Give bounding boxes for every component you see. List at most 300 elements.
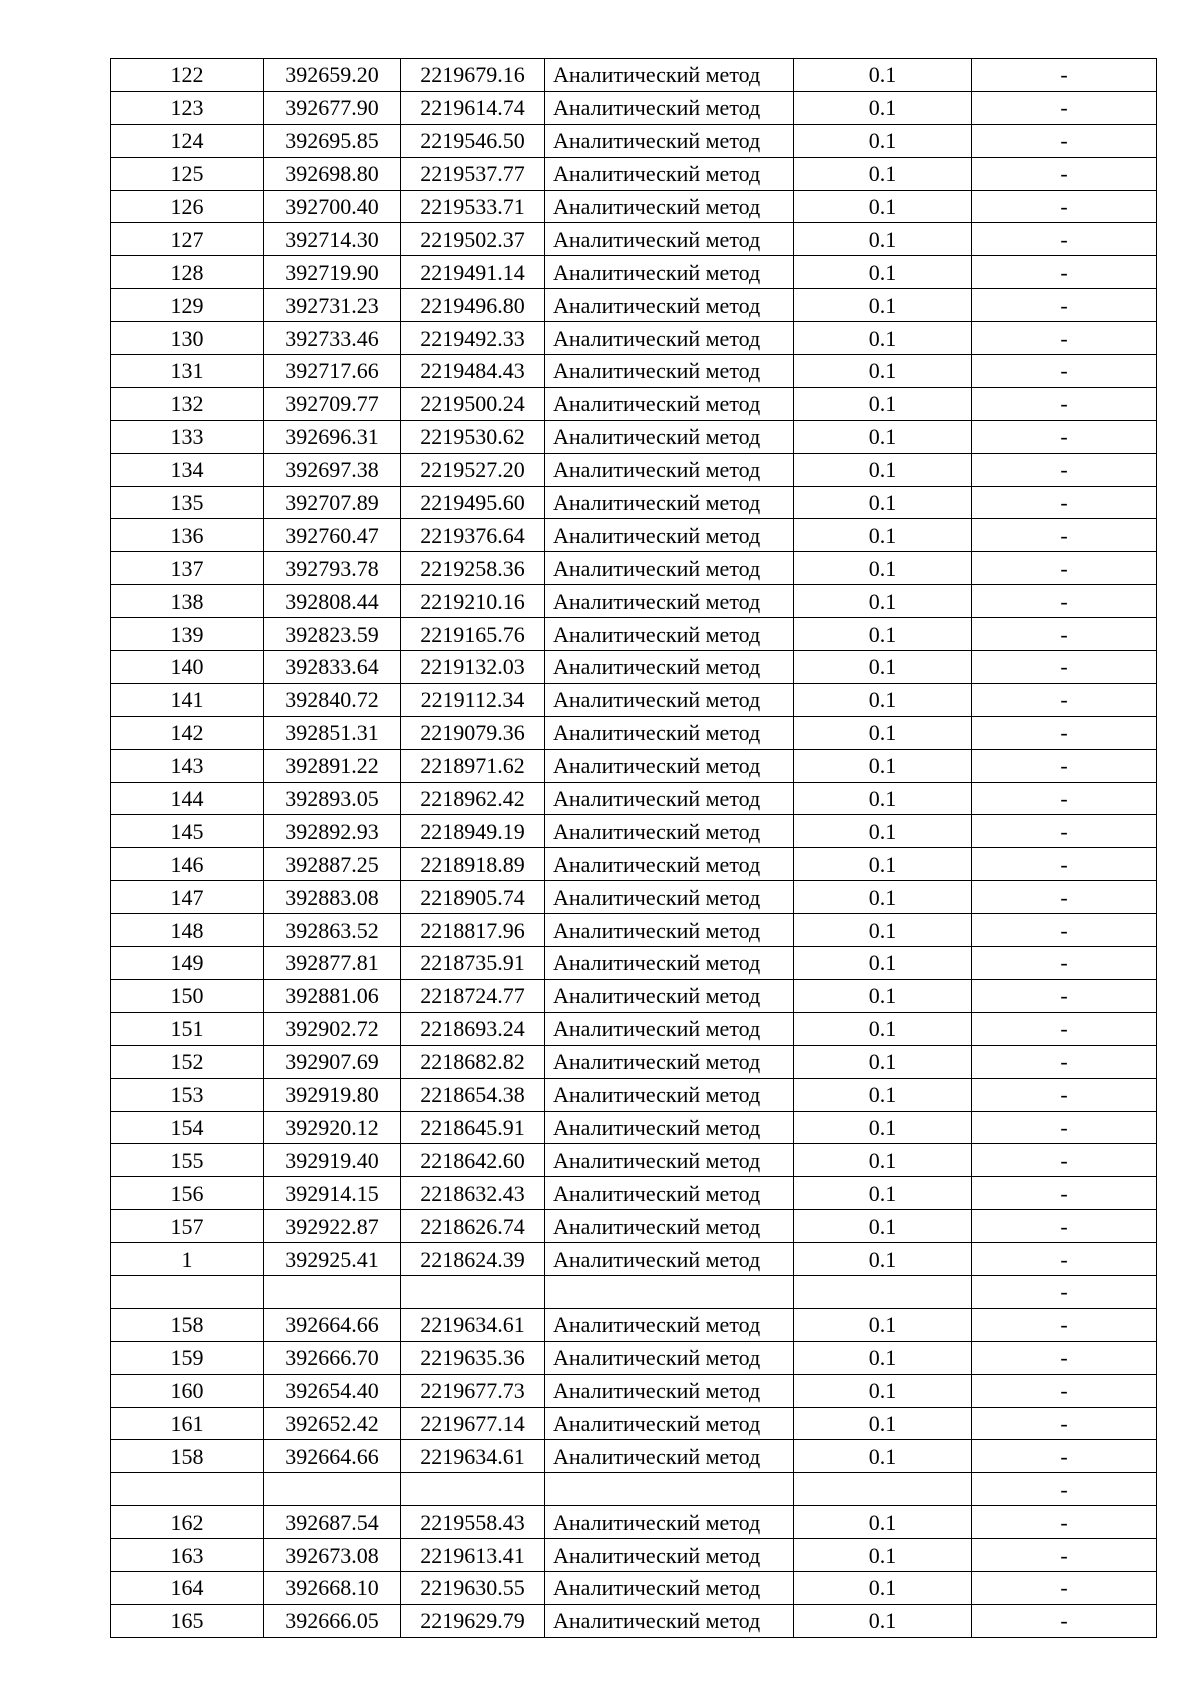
point-number-cell: 142 — [111, 716, 264, 749]
point-number-cell: 139 — [111, 618, 264, 651]
y-coordinate-cell: 2219132.03 — [401, 651, 545, 684]
note-cell: - — [972, 91, 1157, 124]
accuracy-cell: 0.1 — [794, 1407, 972, 1440]
accuracy-cell: 0.1 — [794, 1045, 972, 1078]
y-coordinate-cell: 2218624.39 — [401, 1243, 545, 1276]
accuracy-cell: 0.1 — [794, 552, 972, 585]
table-row — [111, 552, 1157, 585]
y-coordinate-cell: 2219613.41 — [401, 1539, 545, 1572]
method-cell: Аналитический метод — [545, 256, 794, 289]
point-number-cell: 138 — [111, 585, 264, 618]
table-row — [111, 1144, 1157, 1177]
method-cell: Аналитический метод — [545, 91, 794, 124]
method-cell: Аналитический метод — [545, 1440, 794, 1473]
y-coordinate-cell: 2219533.71 — [401, 190, 545, 223]
method-cell: Аналитический метод — [545, 1144, 794, 1177]
point-number-cell: 160 — [111, 1374, 264, 1407]
table-row — [111, 124, 1157, 157]
accuracy-cell: 0.1 — [794, 1210, 972, 1243]
method-cell: Аналитический метод — [545, 651, 794, 684]
method-cell: Аналитический метод — [545, 59, 794, 92]
note-cell: - — [972, 124, 1157, 157]
note-cell: - — [972, 1045, 1157, 1078]
table-row — [111, 190, 1157, 223]
accuracy-cell: 0.1 — [794, 256, 972, 289]
note-cell: - — [972, 1374, 1157, 1407]
note-cell: - — [972, 782, 1157, 815]
method-cell: Аналитический метод — [545, 1045, 794, 1078]
method-cell: Аналитический метод — [545, 1308, 794, 1341]
table-row — [111, 1571, 1157, 1604]
y-coordinate-cell: 2219614.74 — [401, 91, 545, 124]
accuracy-cell: 0.1 — [794, 749, 972, 782]
point-number-cell: 162 — [111, 1506, 264, 1539]
note-cell: - — [972, 947, 1157, 980]
accuracy-cell: 0.1 — [794, 1111, 972, 1144]
x-coordinate-cell: 392922.87 — [264, 1210, 401, 1243]
x-coordinate-cell: 392666.70 — [264, 1341, 401, 1374]
point-number-cell: 140 — [111, 651, 264, 684]
method-cell: Аналитический метод — [545, 1177, 794, 1210]
table-row — [111, 848, 1157, 881]
note-cell: - — [972, 1571, 1157, 1604]
table-row — [111, 1506, 1157, 1539]
note-cell: - — [972, 914, 1157, 947]
table-row — [111, 355, 1157, 388]
table-body — [111, 59, 1157, 1638]
accuracy-cell: 0.1 — [794, 91, 972, 124]
y-coordinate-cell: 2219630.55 — [401, 1571, 545, 1604]
y-coordinate-cell: 2218735.91 — [401, 947, 545, 980]
point-number-cell: 127 — [111, 223, 264, 256]
x-coordinate-cell: 392877.81 — [264, 947, 401, 980]
note-cell: - — [972, 716, 1157, 749]
accuracy-cell: 0.1 — [794, 683, 972, 716]
x-coordinate-cell: 392887.25 — [264, 848, 401, 881]
table-row — [111, 651, 1157, 684]
point-number-cell: 156 — [111, 1177, 264, 1210]
note-cell: - — [972, 1473, 1157, 1506]
table-row — [111, 914, 1157, 947]
accuracy-cell: 0.1 — [794, 947, 972, 980]
accuracy-cell: 0.1 — [794, 420, 972, 453]
x-coordinate-cell: 392687.54 — [264, 1506, 401, 1539]
y-coordinate-cell: 2218949.19 — [401, 815, 545, 848]
point-number-cell: 158 — [111, 1308, 264, 1341]
y-coordinate-cell: 2218918.89 — [401, 848, 545, 881]
accuracy-cell: 0.1 — [794, 1604, 972, 1637]
y-coordinate-cell: 2218971.62 — [401, 749, 545, 782]
table-row — [111, 815, 1157, 848]
y-coordinate-cell: 2218645.91 — [401, 1111, 545, 1144]
point-number-cell — [111, 1473, 264, 1506]
table-row — [111, 1177, 1157, 1210]
accuracy-cell: 0.1 — [794, 651, 972, 684]
x-coordinate-cell: 392677.90 — [264, 91, 401, 124]
table-row — [111, 387, 1157, 420]
y-coordinate-cell: 2218632.43 — [401, 1177, 545, 1210]
method-cell: Аналитический метод — [545, 1374, 794, 1407]
point-number-cell: 123 — [111, 91, 264, 124]
x-coordinate-cell: 392883.08 — [264, 881, 401, 914]
note-cell: - — [972, 1308, 1157, 1341]
accuracy-cell: 0.1 — [794, 716, 972, 749]
y-coordinate-cell: 2219496.80 — [401, 289, 545, 322]
x-coordinate-cell: 392919.80 — [264, 1078, 401, 1111]
note-cell: - — [972, 1210, 1157, 1243]
table-row — [111, 519, 1157, 552]
method-cell: Аналитический метод — [545, 618, 794, 651]
table-row — [111, 749, 1157, 782]
note-cell: - — [972, 651, 1157, 684]
x-coordinate-cell: 392664.66 — [264, 1308, 401, 1341]
x-coordinate-cell: 392823.59 — [264, 618, 401, 651]
table-row — [111, 1045, 1157, 1078]
accuracy-cell: 0.1 — [794, 1440, 972, 1473]
x-coordinate-cell — [264, 1275, 401, 1308]
accuracy-cell: 0.1 — [794, 1144, 972, 1177]
x-coordinate-cell: 392808.44 — [264, 585, 401, 618]
note-cell: - — [972, 223, 1157, 256]
accuracy-cell: 0.1 — [794, 585, 972, 618]
point-number-cell: 143 — [111, 749, 264, 782]
note-cell: - — [972, 1177, 1157, 1210]
x-coordinate-cell: 392698.80 — [264, 157, 401, 190]
point-number-cell: 122 — [111, 59, 264, 92]
method-cell: Аналитический метод — [545, 322, 794, 355]
y-coordinate-cell: 2219679.16 — [401, 59, 545, 92]
point-number-cell: 128 — [111, 256, 264, 289]
x-coordinate-cell: 392664.66 — [264, 1440, 401, 1473]
x-coordinate-cell: 392893.05 — [264, 782, 401, 815]
accuracy-cell: 0.1 — [794, 815, 972, 848]
method-cell: Аналитический метод — [545, 223, 794, 256]
x-coordinate-cell: 392863.52 — [264, 914, 401, 947]
y-coordinate-cell: 2219500.24 — [401, 387, 545, 420]
point-number-cell: 148 — [111, 914, 264, 947]
x-coordinate-cell: 392907.69 — [264, 1045, 401, 1078]
method-cell: Аналитический метод — [545, 124, 794, 157]
accuracy-cell: 0.1 — [794, 355, 972, 388]
y-coordinate-cell: 2219258.36 — [401, 552, 545, 585]
note-cell: - — [972, 683, 1157, 716]
x-coordinate-cell: 392717.66 — [264, 355, 401, 388]
note-cell: - — [972, 1604, 1157, 1637]
note-cell: - — [972, 1144, 1157, 1177]
y-coordinate-cell: 2218654.38 — [401, 1078, 545, 1111]
accuracy-cell: 0.1 — [794, 59, 972, 92]
method-cell: Аналитический метод — [545, 519, 794, 552]
accuracy-cell: 0.1 — [794, 289, 972, 322]
y-coordinate-cell: 2219492.33 — [401, 322, 545, 355]
table-row — [111, 979, 1157, 1012]
y-coordinate-cell: 2218693.24 — [401, 1012, 545, 1045]
x-coordinate-cell: 392659.20 — [264, 59, 401, 92]
method-cell: Аналитический метод — [545, 815, 794, 848]
y-coordinate-cell: 2219635.36 — [401, 1341, 545, 1374]
y-coordinate-cell: 2219530.62 — [401, 420, 545, 453]
table-row — [111, 157, 1157, 190]
table-row — [111, 256, 1157, 289]
note-cell: - — [972, 1407, 1157, 1440]
table-row — [111, 782, 1157, 815]
y-coordinate-cell: 2219634.61 — [401, 1440, 545, 1473]
x-coordinate-cell: 392892.93 — [264, 815, 401, 848]
y-coordinate-cell — [401, 1473, 545, 1506]
y-coordinate-cell: 2219112.34 — [401, 683, 545, 716]
y-coordinate-cell: 2219484.43 — [401, 355, 545, 388]
point-number-cell: 153 — [111, 1078, 264, 1111]
accuracy-cell: 0.1 — [794, 1506, 972, 1539]
y-coordinate-cell: 2219502.37 — [401, 223, 545, 256]
table-row — [111, 1012, 1157, 1045]
x-coordinate-cell: 392881.06 — [264, 979, 401, 1012]
note-cell: - — [972, 1440, 1157, 1473]
accuracy-cell: 0.1 — [794, 190, 972, 223]
point-number-cell: 154 — [111, 1111, 264, 1144]
accuracy-cell: 0.1 — [794, 1012, 972, 1045]
note-cell: - — [972, 585, 1157, 618]
note-cell: - — [972, 749, 1157, 782]
point-number-cell: 164 — [111, 1571, 264, 1604]
point-number-cell: 147 — [111, 881, 264, 914]
point-number-cell: 145 — [111, 815, 264, 848]
y-coordinate-cell: 2219546.50 — [401, 124, 545, 157]
note-cell: - — [972, 881, 1157, 914]
accuracy-cell: 0.1 — [794, 1177, 972, 1210]
y-coordinate-cell: 2219558.43 — [401, 1506, 545, 1539]
table-row — [111, 1539, 1157, 1572]
accuracy-cell: 0.1 — [794, 848, 972, 881]
note-cell: - — [972, 190, 1157, 223]
table-row — [111, 289, 1157, 322]
method-cell: Аналитический метод — [545, 387, 794, 420]
point-number-cell: 126 — [111, 190, 264, 223]
note-cell: - — [972, 1506, 1157, 1539]
accuracy-cell: 0.1 — [794, 1341, 972, 1374]
table-row — [111, 91, 1157, 124]
method-cell: Аналитический метод — [545, 486, 794, 519]
y-coordinate-cell: 2219210.16 — [401, 585, 545, 618]
coordinates-table — [110, 58, 1157, 1638]
x-coordinate-cell: 392697.38 — [264, 453, 401, 486]
point-number-cell: 125 — [111, 157, 264, 190]
method-cell: Аналитический метод — [545, 420, 794, 453]
accuracy-cell: 0.1 — [794, 387, 972, 420]
y-coordinate-cell: 2219537.77 — [401, 157, 545, 190]
x-coordinate-cell: 392919.40 — [264, 1144, 401, 1177]
method-cell: Аналитический метод — [545, 1506, 794, 1539]
x-coordinate-cell: 392709.77 — [264, 387, 401, 420]
x-coordinate-cell: 392695.85 — [264, 124, 401, 157]
table-row — [111, 1078, 1157, 1111]
point-number-cell: 158 — [111, 1440, 264, 1473]
accuracy-cell — [794, 1473, 972, 1506]
x-coordinate-cell: 392719.90 — [264, 256, 401, 289]
accuracy-cell: 0.1 — [794, 782, 972, 815]
point-number-cell: 163 — [111, 1539, 264, 1572]
point-number-cell: 134 — [111, 453, 264, 486]
point-number-cell: 146 — [111, 848, 264, 881]
point-number-cell: 131 — [111, 355, 264, 388]
point-number-cell: 136 — [111, 519, 264, 552]
x-coordinate-cell: 392920.12 — [264, 1111, 401, 1144]
method-cell — [545, 1473, 794, 1506]
x-coordinate-cell: 392654.40 — [264, 1374, 401, 1407]
method-cell: Аналитический метод — [545, 1571, 794, 1604]
point-number-cell: 155 — [111, 1144, 264, 1177]
table-row — [111, 683, 1157, 716]
table-row — [111, 223, 1157, 256]
method-cell: Аналитический метод — [545, 1407, 794, 1440]
table-row — [111, 453, 1157, 486]
accuracy-cell: 0.1 — [794, 157, 972, 190]
note-cell: - — [972, 979, 1157, 1012]
y-coordinate-cell: 2218724.77 — [401, 979, 545, 1012]
table-row — [111, 947, 1157, 980]
accuracy-cell: 0.1 — [794, 124, 972, 157]
method-cell: Аналитический метод — [545, 947, 794, 980]
note-cell: - — [972, 355, 1157, 388]
y-coordinate-cell: 2219165.76 — [401, 618, 545, 651]
point-number-cell: 135 — [111, 486, 264, 519]
point-number-cell: 150 — [111, 979, 264, 1012]
y-coordinate-cell — [401, 1275, 545, 1308]
table-row — [111, 585, 1157, 618]
x-coordinate-cell: 392673.08 — [264, 1539, 401, 1572]
accuracy-cell: 0.1 — [794, 1374, 972, 1407]
x-coordinate-cell: 392851.31 — [264, 716, 401, 749]
note-cell: - — [972, 453, 1157, 486]
note-cell: - — [972, 1078, 1157, 1111]
x-coordinate-cell: 392891.22 — [264, 749, 401, 782]
table-row — [111, 1374, 1157, 1407]
y-coordinate-cell: 2219629.79 — [401, 1604, 545, 1637]
note-cell: - — [972, 815, 1157, 848]
x-coordinate-cell: 392696.31 — [264, 420, 401, 453]
note-cell: - — [972, 59, 1157, 92]
x-coordinate-cell: 392707.89 — [264, 486, 401, 519]
y-coordinate-cell: 2219677.73 — [401, 1374, 545, 1407]
method-cell: Аналитический метод — [545, 355, 794, 388]
method-cell: Аналитический метод — [545, 1341, 794, 1374]
point-number-cell: 152 — [111, 1045, 264, 1078]
method-cell: Аналитический метод — [545, 1111, 794, 1144]
method-cell: Аналитический метод — [545, 881, 794, 914]
table-row — [111, 59, 1157, 92]
method-cell: Аналитический метод — [545, 914, 794, 947]
method-cell: Аналитический метод — [545, 848, 794, 881]
table-row — [111, 1407, 1157, 1440]
point-number-cell: 1 — [111, 1243, 264, 1276]
x-coordinate-cell: 392760.47 — [264, 519, 401, 552]
accuracy-cell: 0.1 — [794, 1539, 972, 1572]
method-cell: Аналитический метод — [545, 716, 794, 749]
note-cell: - — [972, 157, 1157, 190]
note-cell: - — [972, 322, 1157, 355]
note-cell: - — [972, 387, 1157, 420]
method-cell: Аналитический метод — [545, 749, 794, 782]
note-cell: - — [972, 289, 1157, 322]
x-coordinate-cell — [264, 1473, 401, 1506]
note-cell: - — [972, 420, 1157, 453]
note-cell: - — [972, 1243, 1157, 1276]
y-coordinate-cell: 2218817.96 — [401, 914, 545, 947]
point-number-cell: 141 — [111, 683, 264, 716]
point-number-cell: 149 — [111, 947, 264, 980]
point-number-cell: 159 — [111, 1341, 264, 1374]
note-cell: - — [972, 848, 1157, 881]
table-row — [111, 1243, 1157, 1276]
table-row — [111, 618, 1157, 651]
y-coordinate-cell: 2218626.74 — [401, 1210, 545, 1243]
table-row — [111, 1440, 1157, 1473]
y-coordinate-cell: 2219495.60 — [401, 486, 545, 519]
method-cell: Аналитический метод — [545, 1210, 794, 1243]
note-cell: - — [972, 1111, 1157, 1144]
table-row — [111, 1341, 1157, 1374]
x-coordinate-cell: 392793.78 — [264, 552, 401, 585]
point-number-cell: 137 — [111, 552, 264, 585]
accuracy-cell: 0.1 — [794, 519, 972, 552]
note-cell: - — [972, 1012, 1157, 1045]
method-cell: Аналитический метод — [545, 157, 794, 190]
point-number-cell: 165 — [111, 1604, 264, 1637]
point-number-cell: 132 — [111, 387, 264, 420]
method-cell — [545, 1275, 794, 1308]
accuracy-cell: 0.1 — [794, 453, 972, 486]
point-number-cell: 157 — [111, 1210, 264, 1243]
accuracy-cell: 0.1 — [794, 1243, 972, 1276]
method-cell: Аналитический метод — [545, 1012, 794, 1045]
note-cell: - — [972, 256, 1157, 289]
accuracy-cell — [794, 1275, 972, 1308]
point-number-cell: 151 — [111, 1012, 264, 1045]
method-cell: Аналитический метод — [545, 1078, 794, 1111]
accuracy-cell: 0.1 — [794, 1571, 972, 1604]
accuracy-cell: 0.1 — [794, 1308, 972, 1341]
point-number-cell: 161 — [111, 1407, 264, 1440]
note-cell: - — [972, 519, 1157, 552]
accuracy-cell: 0.1 — [794, 486, 972, 519]
y-coordinate-cell: 2219376.64 — [401, 519, 545, 552]
method-cell: Аналитический метод — [545, 979, 794, 1012]
table-row — [111, 486, 1157, 519]
method-cell: Аналитический метод — [545, 683, 794, 716]
y-coordinate-cell: 2219079.36 — [401, 716, 545, 749]
x-coordinate-cell: 392902.72 — [264, 1012, 401, 1045]
y-coordinate-cell: 2218642.60 — [401, 1144, 545, 1177]
method-cell: Аналитический метод — [545, 782, 794, 815]
table-row — [111, 420, 1157, 453]
table-row — [111, 1275, 1157, 1308]
accuracy-cell: 0.1 — [794, 223, 972, 256]
y-coordinate-cell: 2219634.61 — [401, 1308, 545, 1341]
method-cell: Аналитический метод — [545, 1539, 794, 1572]
y-coordinate-cell: 2218905.74 — [401, 881, 545, 914]
accuracy-cell: 0.1 — [794, 881, 972, 914]
x-coordinate-cell: 392733.46 — [264, 322, 401, 355]
accuracy-cell: 0.1 — [794, 618, 972, 651]
table-row — [111, 881, 1157, 914]
note-cell: - — [972, 552, 1157, 585]
point-number-cell — [111, 1275, 264, 1308]
table-row — [111, 1210, 1157, 1243]
x-coordinate-cell: 392714.30 — [264, 223, 401, 256]
note-cell: - — [972, 1539, 1157, 1572]
accuracy-cell: 0.1 — [794, 914, 972, 947]
method-cell: Аналитический метод — [545, 1243, 794, 1276]
